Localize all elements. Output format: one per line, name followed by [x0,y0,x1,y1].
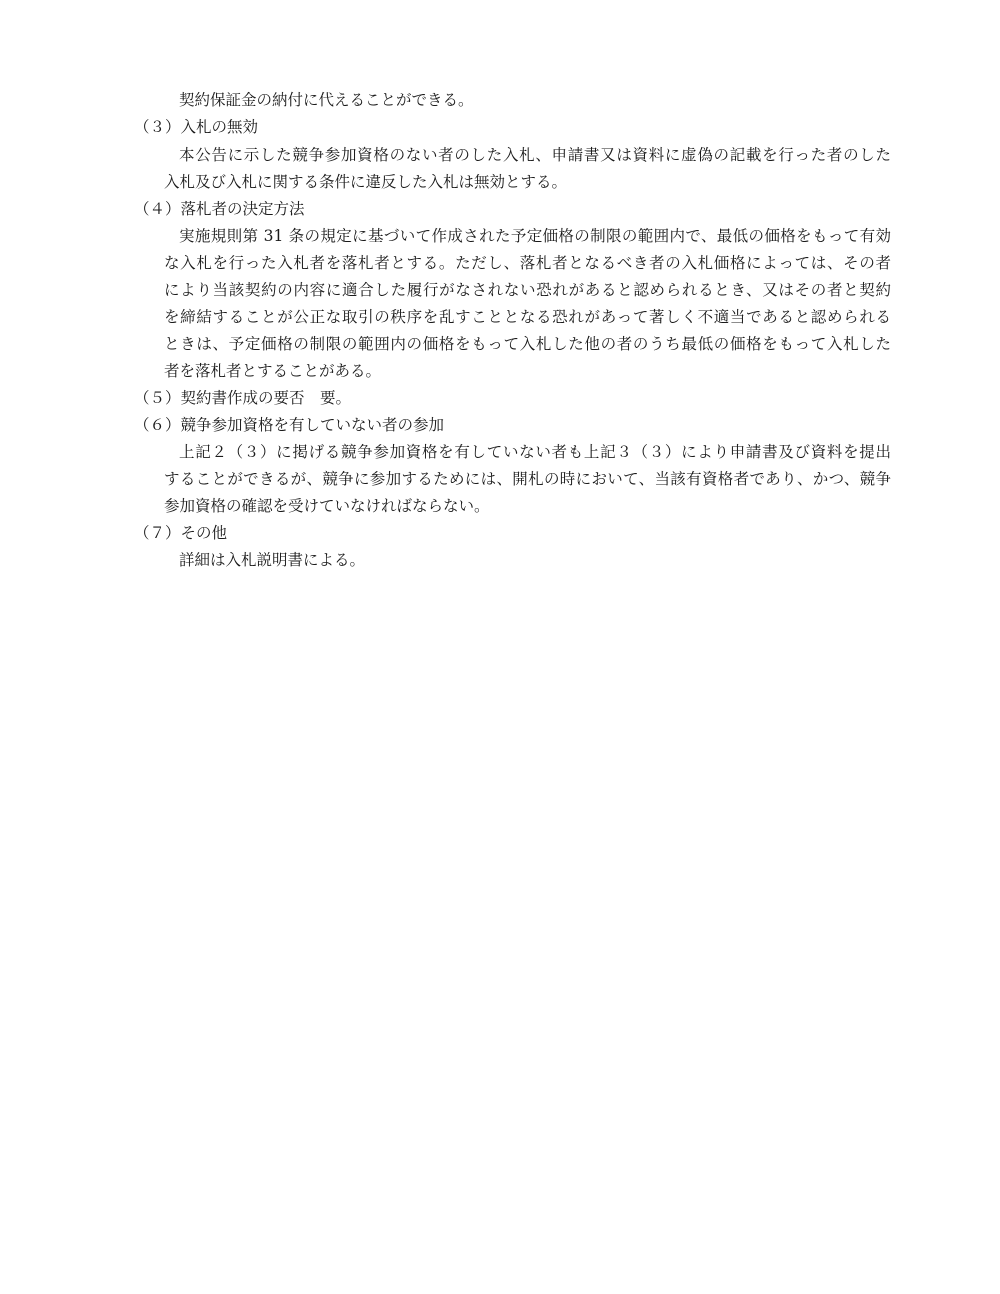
body-text-line: 実施規則第 31 条の規定に基づいて作成された予定価格の制限の範囲内で、最低の価格をもって有効 [179,227,891,245]
body-text-line: 上記２（３）に掲げる競争参加資格を有していない者も上記３（３）により申請書及び資料を提出 [179,443,891,461]
body-text-line: 入札及び入札に関する条件に違反した入札は無効とする。 [164,173,568,191]
section-heading-6: （６）競争参加資格を有していない者の参加 [134,416,445,434]
section-heading-3: （３）入札の無効 [134,118,259,136]
section-heading-5: （５）契約書作成の要否 要。 [134,389,352,407]
body-text-line: することができるが、競争に参加するためには、開札の時において、当該有資格者であり、かつ、競争 [164,470,891,488]
body-text-line: 詳細は入札説明書による。 [179,551,366,569]
body-text-line: ときは、予定価格の制限の範囲内の価格をもって入札した他の者のうち最低の価格をもって入札した [164,335,891,353]
section-heading-4: （４）落札者の決定方法 [134,200,305,218]
body-text-line: な入札を行った入札者を落札者とする。ただし、落札者となるべき者の入札価格によっては、その者 [164,254,891,272]
body-text-line: を締結することが公正な取引の秩序を乱すこととなる恐れがあって著しく不適当であると認められる [164,308,891,326]
body-text-line: 参加資格の確認を受けていなければならない。 [164,497,490,515]
body-text-line: 者を落札者とすることがある。 [164,362,382,380]
body-text-line: 契約保証金の納付に代えることができる。 [179,91,474,109]
section-heading-7: （７）その他 [134,524,228,542]
body-text-line: 本公告に示した競争参加資格のない者のした入札、申請書又は資料に虚偽の記載を行った者のした [179,146,891,164]
body-text-line: により当該契約の内容に適合した履行がなされない恐れがあると認められるとき、又はその者と契約 [164,281,891,299]
